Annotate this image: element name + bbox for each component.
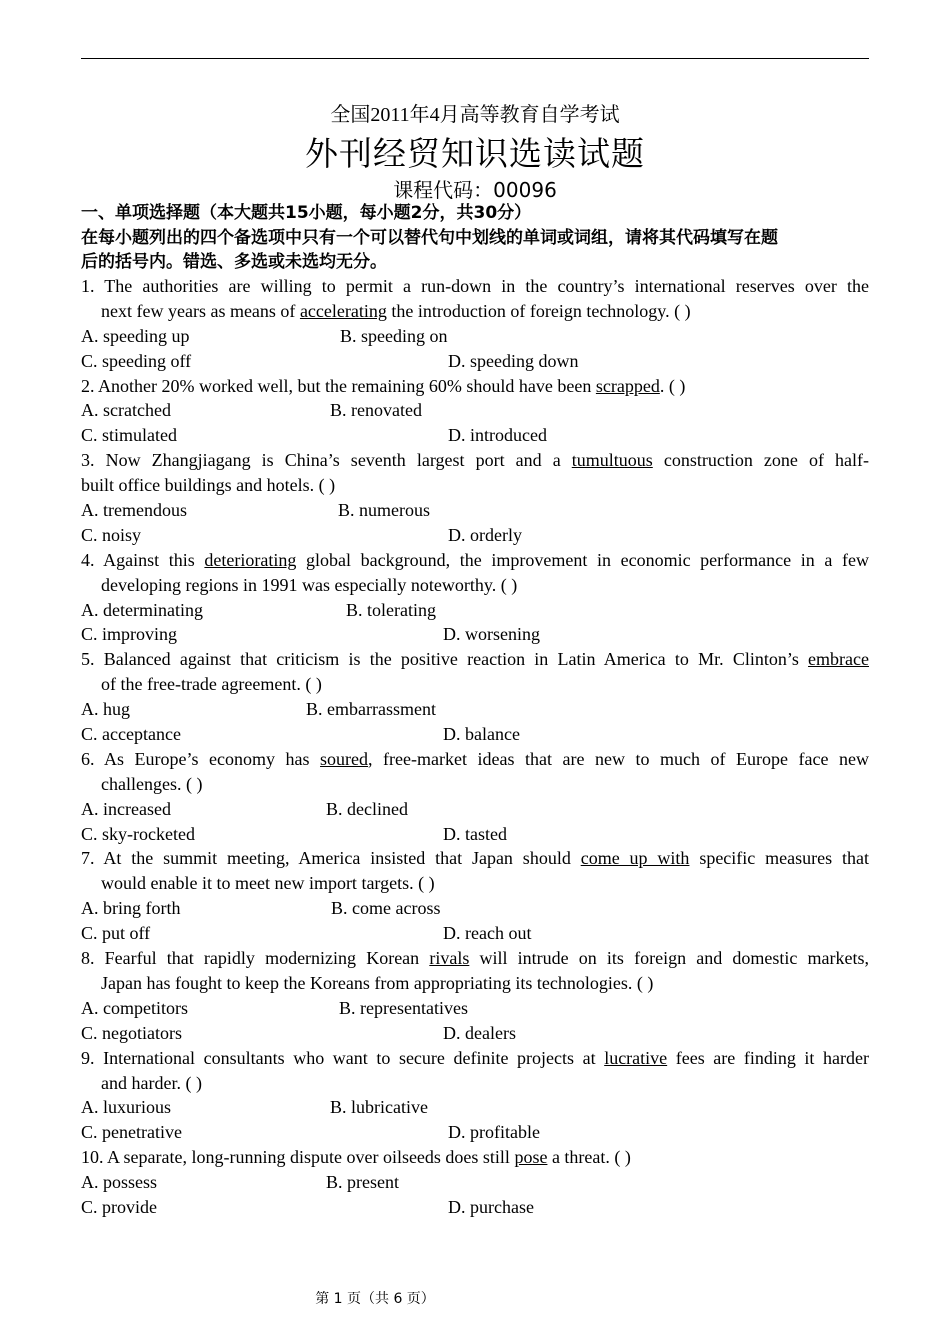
question-6-line-2: challenges. ( ): [101, 773, 203, 794]
option-c: C. speeding off: [81, 350, 192, 371]
question-9-line-2: and harder. ( ): [101, 1072, 202, 1093]
question-6-options-cd: [81, 822, 869, 847]
option-b: B. embarrassment: [306, 699, 436, 720]
option-a: A. bring forth: [81, 898, 181, 919]
option-c: C. noisy: [81, 524, 142, 545]
section-instruction: [81, 226, 869, 274]
underlined-term: rivals: [429, 948, 470, 969]
question-8-line-1: 8. Fearful that rapidly modernizing Korean rivals will intrude on its foreign and domestic markets,: [81, 948, 869, 969]
option-a: A. luxurious: [81, 1097, 171, 1118]
option-c: C. stimulated: [81, 425, 177, 446]
option-c: C. acceptance: [81, 724, 181, 745]
option-d: D. balance: [443, 724, 520, 745]
option-c: C. sky-rocketed: [81, 823, 195, 844]
option-d: D. speeding down: [448, 350, 579, 371]
option-b: B. come across: [331, 898, 441, 919]
question-7-line-1: 7. At the summit meeting, America insisted that Japan should come up with specific measures that: [81, 848, 869, 869]
underlined-term: lucrative: [604, 1047, 668, 1068]
option-c: C. provide: [81, 1196, 157, 1217]
question-5-line-2: of the free-trade agreement. ( ): [101, 674, 322, 695]
option-b: B. present: [326, 1172, 399, 1193]
question-4-line-1: 4. Against this deteriorating global background, the improvement in economic performance in a few: [81, 549, 869, 570]
question-6-line-1: 6. As Europe’s economy has soured, free-market ideas that are new to much of Europe face new: [81, 748, 869, 769]
question-9-line-1: 9. International consultants who want to secure definite projects at lucrative fees are finding it harder: [81, 1047, 869, 1068]
instruction-line-1: 在每小题列出的四个备选项中只有一个可以替代句中划线的单词或词组，请将其代码填写在题: [81, 228, 778, 248]
page-number: 第 1 页（共 6 页）: [315, 1291, 435, 1307]
underlined-term: soured: [320, 748, 369, 769]
question-5-line-1: 5. Balanced against that criticism is the positive reaction in Latin America to Mr. Clinton’s embrace: [81, 649, 869, 670]
option-b: B. numerous: [338, 500, 430, 521]
option-d: D. profitable: [448, 1122, 540, 1143]
question-7-line-2: would enable it to meet new import targets. ( ): [101, 873, 435, 894]
question-10-options-ab: [81, 1170, 869, 1195]
option-d: D. reach out: [443, 923, 532, 944]
question-1-line-2: next few years as means of accelerating the introduction of foreign technology. ( ): [101, 300, 691, 321]
underlined-term: deteriorating: [204, 549, 297, 570]
option-c: C. negotiators: [81, 1022, 182, 1043]
option-c: C. put off: [81, 923, 151, 944]
question-5-options-cd: [81, 722, 869, 747]
question-4-options-ab: [81, 598, 869, 623]
question-10-options-cd: [81, 1195, 869, 1220]
question-2-options-ab: [81, 398, 869, 423]
option-d: D. worsening: [443, 624, 540, 645]
question-7-options-cd: [81, 921, 869, 946]
question-8-options-cd: [81, 1021, 869, 1046]
option-b: B. speeding on: [340, 325, 448, 346]
question-3-options-ab: [81, 498, 869, 523]
question-8-line-2: Japan has fought to keep the Koreans from appropriating its technologies. ( ): [101, 972, 654, 993]
option-a: A. determinating: [81, 599, 203, 620]
option-b: B. representatives: [339, 997, 468, 1018]
question-3-options-cd: [81, 523, 869, 548]
question-2-options-cd: [81, 423, 869, 448]
instruction-line-2: 后的括号内。错选、多选或未选均无分。: [81, 252, 387, 272]
option-a: A. scratched: [81, 400, 171, 421]
option-a: A. increased: [81, 798, 171, 819]
option-a: A. possess: [81, 1172, 158, 1193]
question-1-options-cd: [81, 349, 869, 374]
option-c: C. improving: [81, 624, 178, 645]
question-1-line-1: 1. The authorities are willing to permit a run-down in the country’s international reserves over the: [81, 276, 869, 296]
question-1-options-ab: [81, 324, 869, 349]
underlined-term: tumultuous: [571, 450, 653, 471]
option-a: A. hug: [81, 699, 130, 720]
question-7-options-ab: [81, 896, 869, 921]
section-heading: 一、单项选择题（本大题共15小题，每小题2分，共30分）: [81, 203, 532, 223]
course-code: 课程代码：00096: [393, 178, 557, 202]
question-3-line-2: built office buildings and hotels. ( ): [81, 475, 336, 496]
option-b: B. lubricative: [330, 1097, 428, 1118]
option-d: D. introduced: [448, 425, 547, 446]
question-10-line-1: 10. A separate, long-running dispute over oilseeds does still pose a threat. ( ): [81, 1147, 631, 1168]
underlined-term: come up with: [580, 848, 690, 869]
option-c: C. penetrative: [81, 1122, 182, 1143]
underlined-term: embrace: [808, 649, 869, 670]
underlined-term: scrapped: [595, 375, 660, 396]
question-9-options-ab: [81, 1095, 869, 1120]
option-a: A. speeding up: [81, 325, 190, 346]
option-d: D. dealers: [443, 1022, 516, 1043]
question-3-line-1: 3. Now Zhangjiagang is China’s seventh largest port and a tumultuous construction zone of half-: [81, 450, 869, 471]
option-b: B. tolerating: [346, 599, 436, 620]
question-4-line-2: developing regions in 1991 was especially noteworthy. ( ): [101, 574, 518, 595]
exam-subtitle: 全国2011年4月高等教育自学考试: [330, 104, 620, 126]
underlined-term: accelerating: [299, 300, 387, 321]
question-4-options-cd: [81, 622, 869, 647]
question-5-options-ab: [81, 697, 869, 722]
exam-title: 外刊经贸知识选读试题: [305, 134, 645, 173]
top-rule: [81, 58, 869, 59]
option-b: B. declined: [326, 798, 408, 819]
question-6-options-ab: [81, 797, 869, 822]
question-2-line-1: 2. Another 20% worked well, but the remaining 60% should have been scrapped. ( ): [81, 375, 686, 396]
option-a: A. competitors: [81, 997, 188, 1018]
option-b: B. renovated: [330, 400, 422, 421]
question-list: [81, 274, 869, 1220]
question-8-options-ab: [81, 996, 869, 1021]
option-d: D. purchase: [448, 1196, 534, 1217]
underlined-term: pose: [514, 1147, 548, 1168]
option-d: D. tasted: [443, 823, 507, 844]
option-a: A. tremendous: [81, 500, 187, 521]
question-9-options-cd: [81, 1120, 869, 1145]
option-d: D. orderly: [448, 524, 522, 545]
